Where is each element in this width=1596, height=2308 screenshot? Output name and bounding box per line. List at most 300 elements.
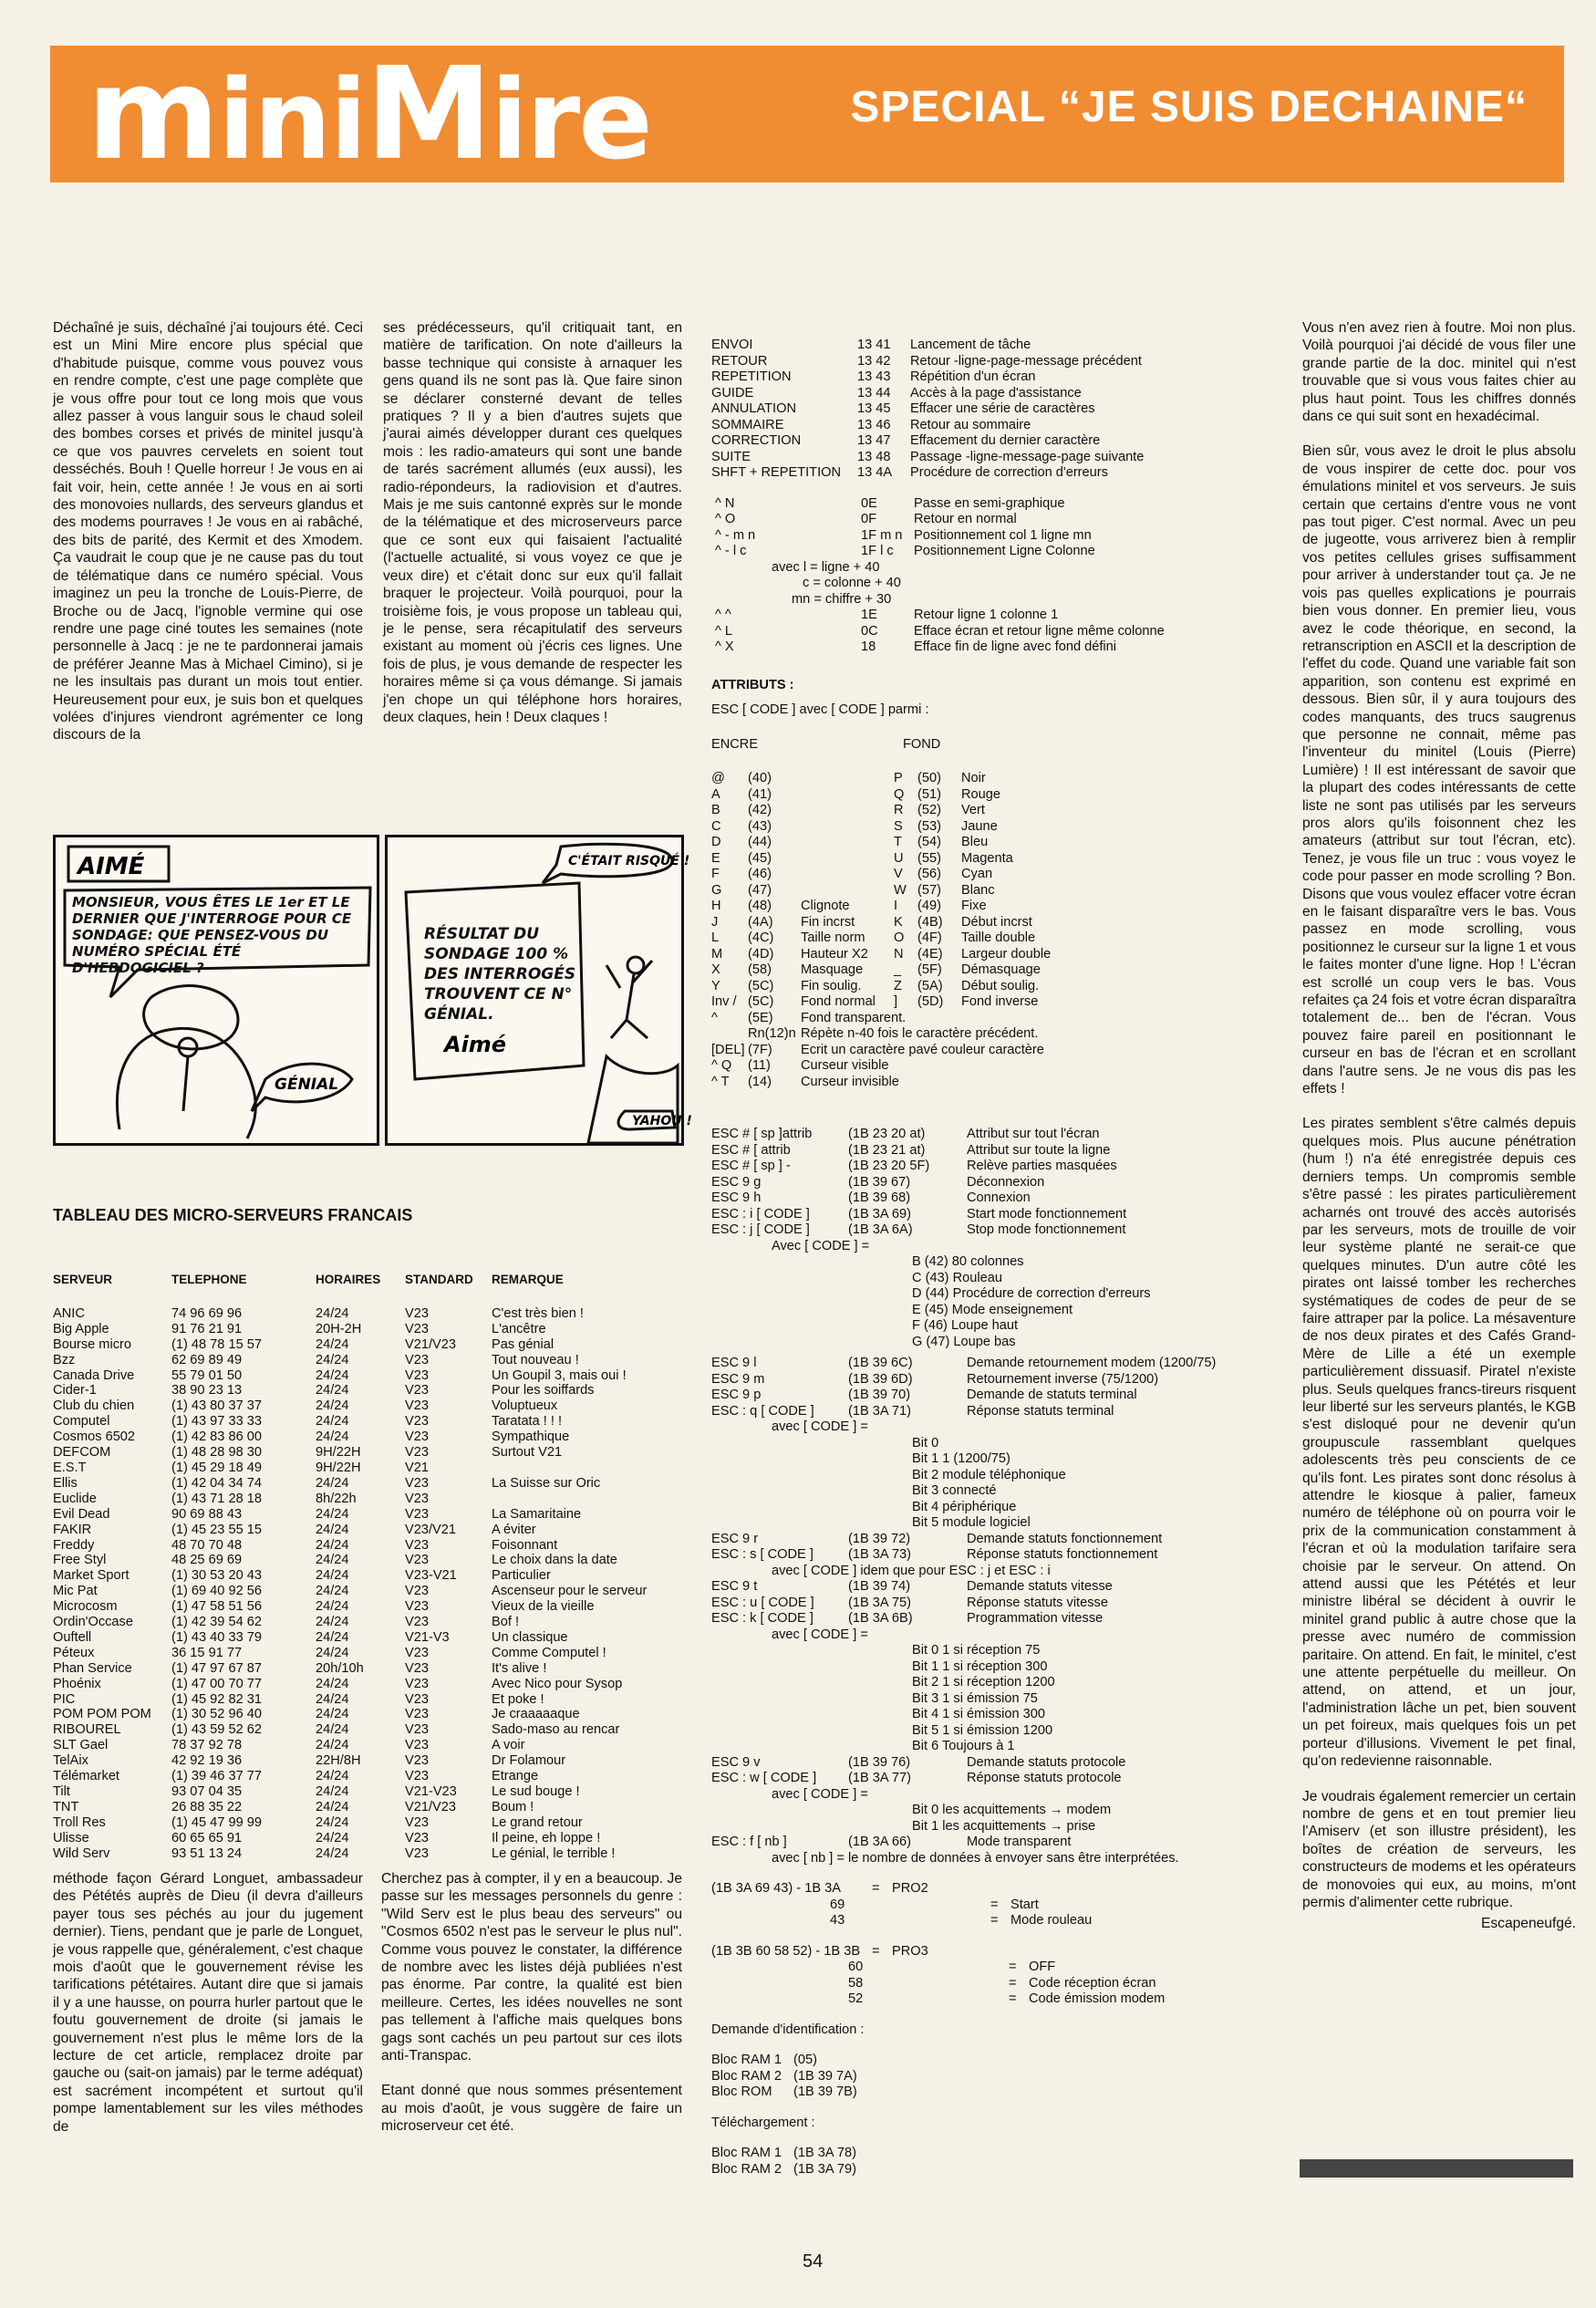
table-cell: Tout nouveau ! — [492, 1352, 579, 1367]
code-line — [711, 678, 1272, 694]
code-cell: (56) — [917, 867, 941, 881]
code-cell: R — [894, 803, 904, 817]
spacer — [711, 753, 1272, 771]
code-cell: (05) — [793, 2053, 817, 2067]
code-line — [711, 1944, 1272, 1960]
article-text-bottom-2a: Cherchez pas à compter, il y en a beaucoup. Je passe sur les messages personnels du genre : "Wild Serv est le plus beau des serveurs" ou "Cosmos 6502 n'est pas le serveur le plus nul". Comme vous pouvez le constater, la différence de nombre avec les listes déjà publiées n'est pas énorme. Par contre, la qualité est bien meilleure. Certes, les idées nouvelles ne sont pas tellement à l'affiche mais quelques bons gags sont cachés un peu partout sur ces ilots anti-Transpac. — [381, 1871, 682, 2064]
table-cell: V23 — [405, 1537, 429, 1553]
table-cell: Ellis — [53, 1475, 78, 1491]
table-cell: 24/24 — [316, 1691, 349, 1707]
table-cell: V23 — [405, 1814, 429, 1830]
code-line — [711, 1159, 1272, 1175]
code-cell: (1B 3A 79) — [793, 2161, 856, 2177]
code-cell: (53) — [917, 818, 941, 834]
code-line — [711, 1239, 1272, 1255]
spacer — [711, 1866, 1272, 1881]
table-cell: V23 — [405, 1738, 429, 1753]
code-cell: Bit 1 1 (1200/75) — [912, 1451, 1010, 1466]
spacer — [711, 693, 1272, 702]
table-row — [53, 1353, 683, 1368]
table-cell: 91 76 21 91 — [171, 1321, 243, 1336]
code-cell: ^ T — [711, 1074, 730, 1089]
code-line — [711, 1787, 1272, 1804]
code-cell: (1B 3A 66) — [848, 1835, 911, 1849]
code-line — [711, 819, 1272, 836]
code-cell: 43 — [830, 1913, 845, 1928]
table-row — [53, 1368, 683, 1384]
code-cell: Fond inverse — [961, 994, 1039, 1009]
spacer — [711, 1090, 1272, 1127]
code-line — [711, 1011, 1272, 1027]
table-cell: (1) 43 80 37 37 — [171, 1398, 262, 1414]
code-cell: (1B 39 7A) — [793, 2068, 857, 2084]
code-cell: (4E) — [917, 946, 943, 962]
table-cell: A éviter — [492, 1522, 536, 1537]
table-row — [53, 1568, 683, 1584]
table-cell: Pour les soiffards — [492, 1383, 595, 1398]
code-cell: ESC : k [ CODE ] — [711, 1611, 814, 1626]
code-line — [711, 386, 1272, 402]
code-line — [711, 1803, 1272, 1819]
code-line — [711, 1532, 1272, 1548]
code-cell: SOMMAIRE — [711, 417, 784, 432]
code-line — [711, 1419, 1272, 1436]
cartoon-bubble-question: MONSIEUR, VOUS ÊTES LE 1er ET LE DERNIER QUE J'INTERROGE POUR CE SONDAGE: QUE PENSEZ-VOUS DU NUMÉRO SPÉCIAL ÉTÉ D'HEBDOGICIEL ? — [72, 894, 352, 976]
code-cell: (4F) — [917, 930, 942, 945]
table-cell: Un Goupil 3, mais oui ! — [492, 1367, 627, 1383]
table-cell: Bof ! — [492, 1615, 520, 1630]
code-cell: ESC # [ sp ]attrib — [711, 1127, 813, 1141]
code-cell: = — [1009, 1975, 1017, 1991]
code-cell: REPETITION — [711, 369, 792, 384]
code-cell: Attribut sur toute la ligne — [967, 1142, 1111, 1158]
code-line — [711, 624, 1272, 640]
code-line — [711, 771, 1272, 787]
code-cell: Connexion — [967, 1190, 1031, 1205]
code-cell: (1B 3A 6A) — [848, 1222, 913, 1237]
table-cell: V21-V23 — [405, 1784, 457, 1799]
table-cell: Cider-1 — [53, 1383, 97, 1398]
table-row — [53, 1383, 683, 1398]
article-text-right-2: Bien sûr, vous avez le droit le plus absolu de vous inspirer de cette doc. pour vos émulations minitel et vos serveurs. Je suis certain que certains d'entre vous ne vont pas tout piger. C'est normal. Avec un peu de jugeotte, vous arriverez bien à remplir vos petites cellules grises suffisamment pour arriver à understander tout ça. Je ne vois pas quelles explications je pourrais bien vous donner. En premier lieu, vous avez le code théorique, en second, la retranscription en ASCII et la description de l'effet du code. Quand une variable fait son apparition, son contenu est exprimé en dessous. Bien sûr, il y aura toujours des codes manquants, des trucs saugrenus que personne ne connait, même pas l'inventeur du minitel (Louis (Pierre) Lumière) ! Il est intéressant de savoir que la plupart des codes intéressants de cette liste ne sont pas utilisés par les serveurs pros alors qu'ils foisonnent chez les amateurs (attribut sur tout l'écran, etc). Tenez, je vous file un truc : vous voyez le code pour passer en mode scrolling ? Bon. Disons que vous voulez effacer votre écran en le faisant disparaître vers le bas. Vous passez en mode scrolling, vous positionnez le curseur sur la ligne 1 et vous le faites monter d'une ligne. Hop ! L'écran est scrollé un coup vers le bas. Vous refaites ça 24 fois et votre écran disparaîtra totalement de... ben de l'écran. Vous pouvez faire pareil en positionnant le curseur en bas de l'écran et en scrollant dans l'autre sens. Je ne vous dis pas les effets ! — [1302, 443, 1576, 1097]
code-cell: (42) — [748, 803, 772, 817]
table-cell: 24/24 — [316, 1584, 349, 1599]
code-line — [711, 1436, 1272, 1452]
code-cell: (4C) — [748, 930, 774, 945]
code-line — [711, 465, 1272, 482]
table-cell: (1) 43 97 33 33 — [171, 1414, 262, 1430]
code-line — [711, 2069, 1272, 2085]
code-cell: (1B 3A 71) — [848, 1403, 911, 1419]
code-cell: (1B 3A 6B) — [848, 1611, 913, 1626]
code-cell: Vert — [961, 803, 985, 817]
code-cell: ESC 9 h — [711, 1190, 762, 1205]
code-line — [711, 1564, 1272, 1580]
code-cell: (5A) — [917, 978, 943, 993]
code-line — [711, 1627, 1272, 1644]
table-row — [53, 1800, 683, 1815]
code-cell: Efface écran et retour ligne même colonne — [914, 623, 1165, 639]
code-cell: Code réception écran — [1029, 1975, 1156, 1991]
cartoon-drawing-left — [56, 837, 377, 1143]
code-cell: P — [894, 771, 903, 785]
code-cell: (4A) — [748, 914, 773, 930]
code-line — [711, 994, 1272, 1011]
code-cell: 13 41 — [857, 338, 891, 352]
table-cell: 60 65 65 91 — [171, 1830, 243, 1845]
code-cell: Bloc RAM 1 — [711, 2053, 782, 2067]
code-line — [711, 512, 1272, 528]
table-cell: Ulisse — [53, 1830, 89, 1845]
code-cell: Demande de statuts terminal — [967, 1388, 1137, 1402]
table-cell: ANIC — [53, 1305, 85, 1321]
code-line — [711, 851, 1272, 868]
code-cell — [801, 835, 894, 851]
code-line — [711, 1835, 1272, 1851]
code-cell: Inv / — [711, 994, 737, 1009]
table-cell: V23 — [405, 1445, 429, 1461]
table-row — [53, 1831, 683, 1846]
code-cell: ESC 9 m — [711, 1371, 765, 1387]
table-cell: Il peine, eh loppe ! — [492, 1830, 601, 1845]
table-cell: 24/24 — [316, 1615, 349, 1630]
code-cell: Demande statuts fonctionnement — [967, 1531, 1163, 1546]
code-line — [711, 1190, 1272, 1207]
table-cell: (1) 45 23 55 15 — [171, 1522, 262, 1537]
table-cell: E.S.T — [53, 1460, 87, 1475]
code-cell: (1B 23 20 5F) — [848, 1159, 930, 1173]
code-cell: Bit 6 Toujours à 1 — [912, 1739, 1015, 1753]
code-cell: D (44) Procédure de correction d'erreurs — [912, 1286, 1151, 1301]
code-cell: M — [711, 946, 723, 962]
code-cell: avec [ CODE ] idem que pour ESC : j et ESC : i — [772, 1563, 1051, 1578]
table-cell: Ascenseur pour le serveur — [492, 1584, 648, 1599]
code-line — [711, 1739, 1272, 1755]
code-cell: Bloc RAM 2 — [711, 2161, 782, 2177]
article-text-bottom-2b: Etant donné que nous sommes présentement au mois d'août, je vous suggère de faire un microserveur cet été. — [381, 2083, 682, 2135]
code-line — [711, 947, 1272, 963]
table-cell: Le choix dans la date — [492, 1553, 617, 1568]
article-col-bottom-2 — [381, 1870, 682, 2136]
table-row — [53, 1507, 683, 1523]
table-cell: 24/24 — [316, 1845, 349, 1861]
code-line — [711, 401, 1272, 418]
code-cell: (1B 39 74) — [848, 1579, 911, 1594]
code-cell: B (42) 80 colonnes — [912, 1254, 1024, 1269]
table-cell: V21/V23 — [405, 1799, 456, 1814]
cartoon-board-result: RÉSULTAT DU SONDAGE 100 % DES INTERROGÉS TROUVENT CE N° GÉNIAL. — [424, 925, 576, 1024]
code-cell: ESC 9 r — [711, 1531, 759, 1546]
code-line — [711, 1207, 1272, 1223]
code-cell: Y — [711, 978, 720, 993]
code-cell: (41) — [748, 786, 772, 802]
table-cell: (1) 48 78 15 57 — [171, 1336, 262, 1352]
code-cell: Bloc RAM 1 — [711, 2146, 782, 2160]
code-cell: Demande d'identification : — [711, 2022, 865, 2037]
code-line — [711, 1851, 1272, 1867]
code-cell: Taille double — [961, 930, 1036, 945]
code-line — [711, 1318, 1272, 1335]
code-cell: Bit 4 1 si émission 300 — [912, 1707, 1046, 1721]
code-cell: Bloc ROM — [711, 2084, 772, 2099]
code-cell: (1B 3A 69 43) - 1B 3A — [711, 1881, 841, 1896]
cartoon-panel-right — [385, 835, 692, 1146]
table-cell: V23 — [405, 1645, 429, 1660]
code-cell: O — [894, 930, 905, 945]
code-cell: ESC [ CODE ] avec [ CODE ] parmi : — [711, 702, 929, 717]
table-cell: V23 — [405, 1321, 429, 1336]
code-cell: ESC 9 g — [711, 1174, 762, 1190]
table-cell: (1) 30 53 20 43 — [171, 1568, 262, 1584]
servers-header-1: TELEPHONE — [171, 1273, 247, 1286]
code-cell: 13 44 — [857, 385, 891, 400]
code-cell: ^ O — [715, 512, 736, 526]
logo-M: M — [365, 40, 491, 189]
table-cell: Particulier — [492, 1568, 551, 1584]
code-cell: (40) — [748, 771, 772, 785]
code-line — [711, 433, 1272, 450]
table-cell: 24/24 — [316, 1537, 349, 1553]
table-cell: Canada Drive — [53, 1367, 135, 1383]
code-cell: (1B 39 72) — [848, 1531, 911, 1546]
table-cell: V23 — [405, 1769, 429, 1784]
table-cell: 93 07 04 35 — [171, 1784, 243, 1799]
code-cell: (1B 39 7B) — [793, 2084, 857, 2099]
table-row — [53, 1615, 683, 1630]
code-cell: Clignote — [801, 899, 850, 913]
code-line — [711, 528, 1272, 545]
code-line — [711, 1222, 1272, 1239]
code-cell: OFF — [1029, 1960, 1056, 1974]
table-cell: V21 — [405, 1460, 429, 1475]
table-cell: V23 — [405, 1305, 429, 1321]
table-cell: Bourse micro — [53, 1336, 131, 1352]
code-cell: (1B 39 68) — [848, 1190, 911, 1205]
code-cell: @ — [711, 771, 725, 785]
table-cell: Le génial, le terrible ! — [492, 1845, 616, 1861]
code-cell: ESC : j [ CODE ] — [711, 1222, 810, 1237]
table-cell: (1) 42 83 86 00 — [171, 1430, 262, 1445]
code-cell: = — [990, 1897, 999, 1912]
table-row — [53, 1523, 683, 1538]
code-cell: ENCRE — [711, 736, 759, 752]
article-col-right — [1302, 319, 1576, 1933]
code-cell: (47) — [748, 882, 772, 898]
code-cell: 1F m n — [861, 527, 903, 543]
table-cell: Club du chien — [53, 1398, 135, 1414]
table-cell: V23 — [405, 1414, 429, 1430]
code-cell: Bit 5 module logiciel — [912, 1515, 1031, 1530]
code-cell: (1B 39 67) — [848, 1174, 911, 1190]
table-row — [53, 1337, 683, 1353]
table-cell: 24/24 — [316, 1830, 349, 1845]
table-cell: 36 15 91 77 — [171, 1645, 243, 1660]
code-cell: Retour en normal — [914, 512, 1017, 526]
table-cell: A voir — [492, 1738, 525, 1753]
special-title: SPECIAL “JE SUIS DECHAINE“ — [850, 83, 1528, 131]
cartoon-cry-yahou: YAHOU ! — [632, 1114, 692, 1128]
code-line — [711, 1547, 1272, 1564]
table-cell: (1) 47 97 67 87 — [171, 1660, 262, 1676]
table-cell: 24/24 — [316, 1352, 349, 1367]
code-cell: Retour -ligne-page-message précédent — [910, 353, 1142, 369]
code-cell: B — [711, 803, 720, 817]
code-cell: Passage -ligne-message-page suivante — [910, 449, 1145, 464]
spacer — [711, 482, 1272, 496]
table-cell: 93 51 13 24 — [171, 1845, 243, 1861]
code-line — [711, 1675, 1272, 1691]
article-text-1: Déchaîné je suis, déchaîné j'ai toujours été. Ceci est un Mini Mire encore plus spécial que d'habitude puisque, comme vous pouvez vous en rendre compte, c'est une page complète que je vous offre pour tout ce long mois que vous allez passer à vous languir sous le chaud soleil des bombes corses et privés de minitel jusqu'à ce que vos pauvres cervelets en soient tout desséchés. Bouh ! Quelle horreur ! Je vous en ai fait voir, hein, cette année ! Je vous en ai sorti des monovoies nullards, des serveurs glandus et des modems pourraves ! Je vous en ai rabâché, des bits de parité, des Kermit et des Xmodem. Ça vaudrait le coup que je ne cause pas du tout de télématique dans ce numéro spécial. Vous imaginez un peu la tronche de Louis-Pierre, de Broche ou de Jacq, l'ignoble vermine qui ose rendre une page ciné toutes les semaines (note personnelle à Jacq : je ne te pardonnerai jamais de préférer Jeanne Mas à Michael Cimino), si je ne les insultais pas durant un mois tout entier. Heureusement pour eux, je suis bon et quelques volées d'injures viendront agrémenter ce long discours de la — [53, 320, 363, 743]
code-line — [711, 2022, 1272, 2039]
table-row — [53, 1769, 683, 1784]
table-cell: V23 — [405, 1475, 429, 1491]
table-cell: La Suisse sur Oric — [492, 1475, 601, 1491]
table-cell: V23 — [405, 1722, 429, 1738]
page-number: 54 — [803, 2251, 824, 2272]
table-cell: 26 88 35 22 — [171, 1799, 243, 1814]
code-cell: Jaune — [961, 818, 998, 834]
code-cell: Avec [ CODE ] = — [772, 1238, 870, 1253]
table-cell: Bzz — [53, 1352, 76, 1367]
code-cell: Masquage — [801, 962, 864, 977]
code-cell: (1B 3A 78) — [793, 2146, 856, 2160]
table-cell: 48 25 69 69 — [171, 1553, 243, 1568]
code-cell: L — [711, 930, 720, 945]
cartoon-drawing-right — [388, 837, 692, 1143]
code-cell: I — [894, 899, 898, 913]
code-cell: ^ X — [715, 639, 734, 654]
code-cell: = — [872, 1881, 880, 1896]
table-cell: Mic Pat — [53, 1584, 98, 1599]
code-cell: Bit 1 1 si réception 300 — [912, 1658, 1048, 1674]
code-cell: (46) — [748, 867, 772, 881]
table-cell: Evil Dead — [53, 1506, 110, 1522]
code-line — [711, 835, 1272, 851]
code-cell: Demande statuts vitesse — [967, 1579, 1113, 1594]
logo-m: m — [87, 40, 218, 189]
code-cell: (48) — [748, 899, 772, 913]
code-cell: (5E) — [748, 1010, 773, 1025]
code-cell: (43) — [748, 818, 772, 834]
table-cell: V23/V21 — [405, 1522, 456, 1537]
article-col-2 — [383, 319, 682, 726]
code-cell: Positionnement col 1 ligne mn — [914, 527, 1092, 543]
table-cell: Dr Folamour — [492, 1753, 566, 1769]
code-line — [711, 930, 1272, 947]
code-cell: Bleu — [961, 835, 989, 849]
table-cell: (1) 45 92 82 31 — [171, 1691, 262, 1707]
table-cell: Péteux — [53, 1645, 95, 1660]
code-cell: ^ ^ — [715, 608, 731, 622]
table-cell: La Samaritaine — [492, 1506, 582, 1522]
code-cell: Réponse statuts vitesse — [967, 1595, 1108, 1610]
cartoon-bubble-risque: C'ÉTAIT RISQUÉ ! — [568, 854, 690, 868]
table-cell: Et poke ! — [492, 1691, 544, 1707]
code-cell: (4D) — [748, 946, 774, 962]
table-cell — [492, 1461, 683, 1476]
code-cell: 1F l c — [861, 544, 894, 558]
table-cell: 24/24 — [316, 1722, 349, 1738]
code-cell: (58) — [748, 962, 772, 977]
code-line — [711, 1286, 1272, 1303]
code-cell: D — [711, 835, 721, 849]
table-cell: 24/24 — [316, 1398, 349, 1414]
code-cell: ^ Q — [711, 1058, 732, 1073]
code-cell: Réponse statuts protocole — [967, 1771, 1122, 1785]
table-cell: Etrange — [492, 1769, 539, 1784]
table-cell: (1) 42 04 34 74 — [171, 1475, 262, 1491]
code-cell — [801, 883, 894, 899]
code-cell: Relève parties masquées — [967, 1159, 1117, 1173]
code-cell: Mode transparent — [967, 1835, 1072, 1849]
code-cell: Bit 2 1 si réception 1200 — [912, 1675, 1055, 1689]
code-cell: RETOUR — [711, 353, 768, 369]
code-cell: 52 — [848, 1991, 864, 2006]
code-cell: X — [711, 962, 720, 977]
table-row — [53, 1599, 683, 1615]
table-cell: Je craaaaaque — [492, 1707, 580, 1722]
table-cell: V23 — [405, 1599, 429, 1615]
table-cell: (1) 43 71 28 18 — [171, 1491, 262, 1506]
table-cell: 38 90 23 13 — [171, 1383, 243, 1398]
code-line — [711, 1127, 1272, 1143]
code-cell: Curseur invisible — [801, 1074, 899, 1089]
code-cell: Mode rouleau — [1010, 1913, 1093, 1928]
table-cell: 9H/22H — [316, 1460, 361, 1475]
code-cell: = — [1009, 1960, 1017, 1974]
code-cell: N — [894, 946, 904, 962]
table-row — [53, 1646, 683, 1661]
table-cell: 24/24 — [316, 1430, 349, 1445]
cartoon-reply-genial: GÉNIAL — [275, 1076, 339, 1094]
table-cell: 24/24 — [316, 1522, 349, 1537]
table-row — [53, 1707, 683, 1722]
code-cell: Lancement de tâche — [910, 338, 1031, 352]
code-cell: CORRECTION — [711, 433, 802, 448]
code-line — [711, 1991, 1272, 2008]
code-line — [711, 1881, 1272, 1897]
code-cell: H — [711, 899, 721, 913]
table-cell: V23-V21 — [405, 1568, 457, 1584]
table-cell: (1) 45 29 18 49 — [171, 1460, 262, 1475]
code-line — [711, 576, 1272, 592]
code-line — [711, 1388, 1272, 1404]
code-cell: (51) — [917, 786, 941, 802]
code-cell: (11) — [748, 1058, 771, 1073]
code-cell: F (46) Loupe haut — [912, 1318, 1019, 1333]
code-line — [711, 1691, 1272, 1708]
table-cell: 24/24 — [316, 1475, 349, 1491]
code-cell: (50) — [917, 771, 941, 785]
table-cell: Le sud bouge ! — [492, 1784, 580, 1799]
table-cell: SLT Gael — [53, 1738, 109, 1753]
code-cell: 13 47 — [857, 433, 891, 448]
table-cell: Phan Service — [53, 1660, 132, 1676]
code-cell: (52) — [917, 803, 941, 817]
code-line — [711, 496, 1272, 513]
code-cell — [801, 803, 894, 819]
code-cell: Répète n-40 fois le caractère précédent. — [801, 1026, 1039, 1041]
cartoon-sign-aime: Aimé — [444, 1032, 507, 1057]
table-row — [53, 1445, 683, 1461]
table-row — [53, 1692, 683, 1708]
code-line — [711, 1579, 1272, 1596]
table-row — [53, 1815, 683, 1831]
table-cell: V23 — [405, 1584, 429, 1599]
table-cell: (1) 30 52 96 40 — [171, 1707, 262, 1722]
logo-ini: ini — [217, 57, 366, 184]
code-cell: Réponse statuts fonctionnement — [967, 1547, 1158, 1562]
